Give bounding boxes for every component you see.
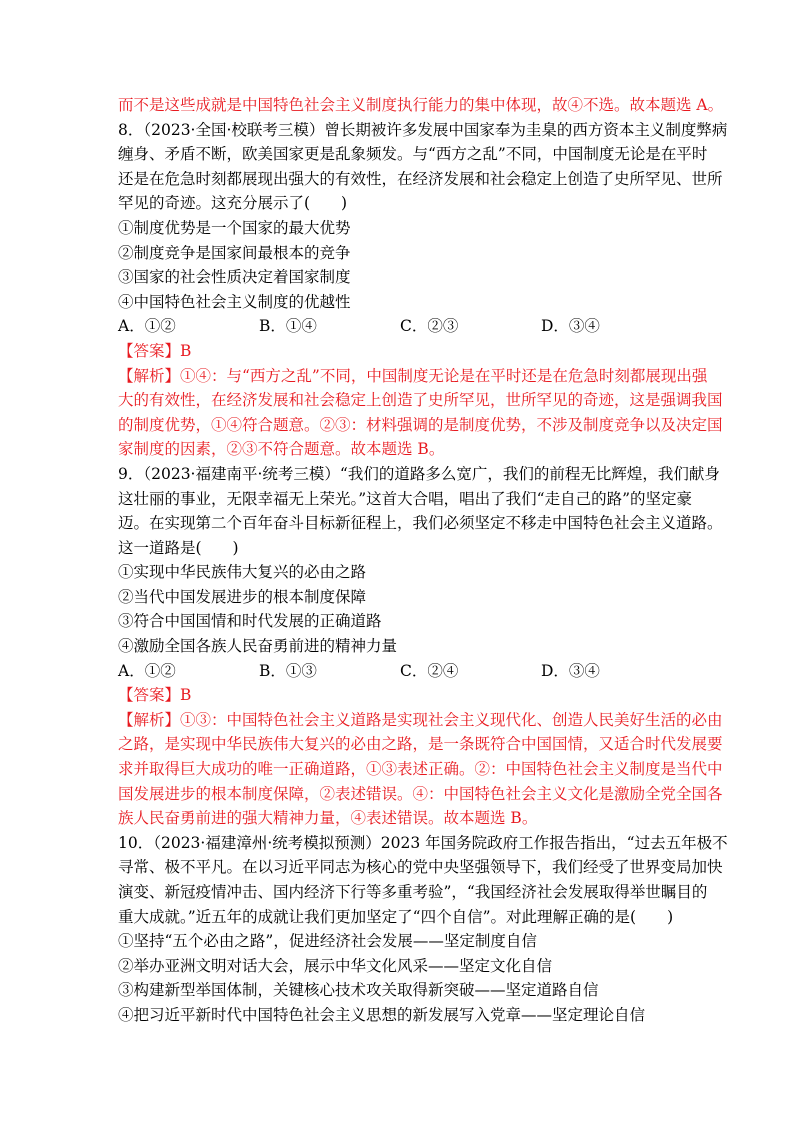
- analysis-line: 族人民奋勇前进的强大精神力量，④表述错误。故本题选 B。: [118, 809, 538, 828]
- statement-item: ②举办亚洲文明对话大会，展示中华文化风采——坚定文化自信: [118, 956, 553, 975]
- document-page: [118, 93, 728, 1028]
- question-stem-line: 寻常、极不平凡。在以习近平同志为核心的党中央坚强领导下，我们经受了世界变局加快: [118, 858, 723, 877]
- analysis-line: 大的有效性，在经济发展和社会稳定上创造了史所罕见，世所罕见的奇迹，这是强调我国: [118, 391, 723, 410]
- question-stem-line: 演变、新冠疫情冲击、国内经济下行等多重考验”，“我国经济社会发展取得举世瞩目的: [118, 883, 708, 901]
- analysis-line: 求并取得巨大成功的唯一正确道路，①③表述正确。②：中国特色社会主义制度是当代中: [118, 760, 723, 779]
- question-stem-line: 还是在危急时刻都展现出强大的有效性，在经济发展和社会稳定上创造了史所罕见、世所: [118, 169, 723, 188]
- statement-item: ④中国特色社会主义制度的优越性: [118, 292, 351, 311]
- analysis-line: 【解析】①③：中国特色社会主义道路是实现社会主义现代化、创造人民美好生活的必由: [118, 710, 723, 729]
- question-stem-line: 缠身、矛盾不断，欧美国家更是乱象频发。与“西方之乱”不同，中国制度无论是在平时: [118, 145, 708, 164]
- statement-item: ④把习近平新时代中国特色社会主义思想的新发展写入党章——坚定理论自信: [118, 1005, 646, 1024]
- question-stem-line: 8．（2023·全国·校联考三模）曾长期被许多发展中国家奉为圭臬的西方资本主义制度弊病: [118, 120, 728, 139]
- answer-options: [118, 659, 688, 684]
- question-10: [118, 831, 728, 1028]
- previous-explanation-tail: 而不是这些成就是中国特色社会主义制度执行能力的集中体现，故④不选。故本题选 A。: [118, 96, 724, 114]
- question-stem-line: 迈。在实现第二个百年奋斗目标新征程上，我们必须坚定不移走中国特色社会主义道路。: [118, 514, 723, 533]
- analysis-line: 的制度优势，①④符合题意。②③：材料强调的是制度优势，不涉及制度竞争以及决定国: [118, 415, 723, 434]
- statement-item: ③国家的社会性质决定着国家制度: [118, 268, 351, 287]
- analysis-line: 国发展进步的根本制度保障，②表述错误。④：中国特色社会主义文化是激励全党全国各: [118, 784, 723, 803]
- statement-item: ③符合中国国情和时代发展的正确道路: [118, 612, 382, 631]
- option-c: C．②④: [400, 661, 459, 680]
- question-stem-line: 重大成就。”近五年的成就让我们更加坚定了“四个自信”。对此理解正确的是( ): [118, 907, 674, 926]
- statement-item: ④激励全国各族人民奋勇前进的精神力量: [118, 637, 398, 656]
- statement-item: ①坚持“五个必由之路”，促进经济社会发展——坚定制度自信: [118, 932, 537, 951]
- statement-item: ②制度竞争是国家间最根本的竞争: [118, 243, 351, 262]
- analysis-line: 家制度的因素，②③不符合题意。故本题选 B。: [118, 440, 445, 459]
- option-a: A．①②: [118, 661, 176, 680]
- question-stem-line: 这一道路是( ): [118, 538, 239, 557]
- statement-item: ①实现中华民族伟大复兴的必由之路: [118, 563, 367, 582]
- option-d: D．③④: [541, 661, 600, 680]
- answer-options: [118, 314, 688, 339]
- option-a: A．①②: [118, 317, 176, 336]
- analysis-line: 之路，是实现中华民族伟大复兴的必由之路，是一条既符合中国国情，又适合时代发展要: [118, 735, 723, 754]
- question-stem-line: 这壮丽的事业，无限幸福无上荣光。”这首大合唱，唱出了我们“走自己的路”的坚定豪: [118, 489, 693, 508]
- option-b: B．①④: [259, 317, 317, 336]
- question-stem-line: 10．（2023·福建漳州·统考模拟预测）2023 年国务院政府工作报告指出，“过去五年极不: [118, 833, 728, 852]
- statement-item: ①制度优势是一个国家的最大优势: [118, 218, 351, 237]
- option-b: B．①③: [259, 661, 317, 680]
- option-c: C．②③: [400, 317, 459, 336]
- question-stem-line: 9．（2023·福建南平·统考三模）“我们的道路多么宽广，我们的前程无比辉煌，我们献身: [118, 464, 720, 483]
- question-9: [118, 462, 723, 831]
- question-stem-line: 罕见的奇迹。这充分展示了( ): [118, 194, 348, 213]
- question-8: [118, 118, 728, 462]
- statement-item: ③构建新型举国体制，关键核心技术攻关取得新突破——坚定道路自信: [118, 981, 599, 1000]
- statement-item: ②当代中国发展进步的根本制度保障: [118, 587, 367, 606]
- option-d: D．③④: [541, 317, 600, 336]
- answer-label: 【答案】B: [118, 686, 192, 705]
- answer-label: 【答案】B: [118, 341, 192, 360]
- analysis-line: 【解析】①④：与“西方之乱”不同，中国制度无论是在平时还是在危急时刻都展现出强: [118, 366, 708, 385]
